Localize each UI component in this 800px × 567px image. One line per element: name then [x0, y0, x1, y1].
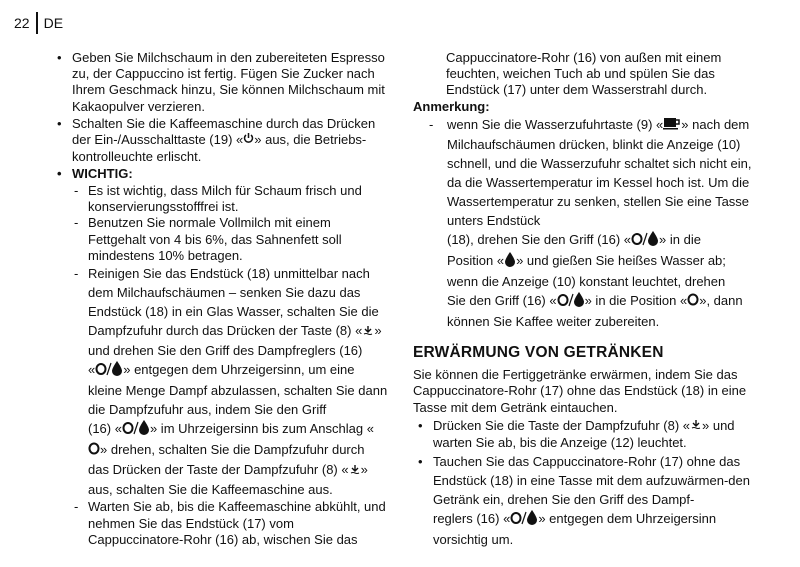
important-label: • WICHTIG:: [52, 166, 388, 182]
note-label: Anmerkung:: [413, 98, 490, 114]
right-column: [413, 50, 753, 550]
page-header: [14, 12, 63, 34]
list-item: - Reinigen Sie das Endstück (18) unmittelbar nach dem Milchaufschäumen – senken Sie dazu das Endstück (18) in ein Glas Wasser, schalten Sie die Dampfzufuhr durch das Drücken der Taste (8) « » und drehen Sie den Griff des Dampfreglers (16) « » entgegen dem Uhrzeigersinn, um eine kleine Menge Dampf abzulassen, schalten Sie dann die Dampfzufuhr aus, indem Sie den Griff (16) « » im Uhrzeigersinn bis zum Anschlag « » drehen, schalten Sie die Dampfzufuhr durch das Drücken der Taste der Dampfzufuhr (8) « » aus, schalten Sie die Kaffeemaschine aus.: [72, 264, 388, 499]
knob-o-drop-icon: [122, 419, 150, 440]
list-item: • Geben Sie Milchschaum in den zubereiteten Espresso zu, der Cappuccino ist fertig. Fügen Sie Zucker nach Ihrem Geschmack hinzu, Sie können Milchschaum mit Kakaopulver verzieren.: [52, 50, 388, 115]
knob-o-drop-icon: [95, 360, 123, 381]
page-number: 22: [14, 15, 30, 31]
list-item: - wenn Sie die Wasserzufuhrtaste (9) « » nach dem Milchaufschäumen drücken, blinkt die Anzeige (10) schnell, und die Wasserzufuhr schaltet sich nicht ein, da die Wassertemperatur im Kessel hoch ist. Um die Wassertemperatur zu senken, stellen Sie eine Tasse unters Endstück (18), drehen Sie den Griff (16) « » in die Position « » und gießen Sie heißes Wasser ab; wenn die Anzeige (10) konstant leuchtet, drehen Sie den Griff (16) « » in die Position « », dann können Sie Kaffee weiter zubereiten.: [427, 115, 753, 331]
list-item: - Es ist wichtig, dass Milch für Schaum frisch und konservierungsstofffrei ist.: [72, 183, 388, 215]
knob-o-drop-icon: [631, 230, 659, 251]
cup-icon: [663, 116, 681, 135]
steam-icon: [690, 418, 702, 434]
o-icon: [687, 292, 699, 311]
power-icon: [243, 132, 254, 148]
list-item: • Drücken Sie die Taste der Dampfzufuhr (8) « » und warten Sie ab, bis die Anzeige (12) leuchtet.: [413, 418, 753, 451]
list-item: - Warten Sie ab, bis die Kaffeemaschine abkühlt, und nehmen Sie das Endstück (17) vom Cappuccinatore-Rohr (16) ab, wischen Sie das: [72, 499, 388, 548]
header-divider: [36, 12, 38, 34]
knob-o-drop-icon: [510, 509, 538, 530]
steam-icon: [362, 322, 374, 341]
knob-o-drop-icon: [557, 291, 585, 312]
drop-icon: [504, 251, 516, 272]
section-heading: ERWÄRMUNG VON GETRÄNKEN: [413, 344, 664, 362]
language-code: DE: [43, 15, 64, 31]
o-icon: [88, 441, 100, 460]
steam-icon: [349, 461, 361, 480]
intro-paragraph: Sie können die Fertiggetränke erwärmen, indem Sie das Cappuccinatore-Rohr (17) ohne das Endstück (18) in eine Tasse mit dem Getränk eintauchen.: [413, 367, 747, 415]
list-item: - Benutzen Sie normale Vollmilch mit einem Fettgehalt von 4 bis 6%, das Sahnenfett soll mindestens 10% betragen.: [72, 215, 388, 264]
left-column: [52, 50, 388, 548]
list-item: • Schalten Sie die Kaffeemaschine durch das Drücken der Ein-/Ausschalttaste (19) « » aus, die Betriebs-kontrolleuchte erlischt.: [52, 116, 388, 165]
list-item: • Tauchen Sie das Cappuccinatore-Rohr (17) ohne das Endstück (18) in eine Tasse mit dem aufzuwärmen-den Getränk ein, drehen Sie den Griff des Dampf- reglers (16) « » entgegen dem Uhrzeigersinn vorsichtig um.: [413, 452, 753, 549]
continued-paragraph: Cappuccinatore-Rohr (16) von außen mit einem feuchten, weichen Tuch ab und spülen Sie das Endstück (17) unter dem Wasserstrahl durch.: [446, 50, 722, 98]
